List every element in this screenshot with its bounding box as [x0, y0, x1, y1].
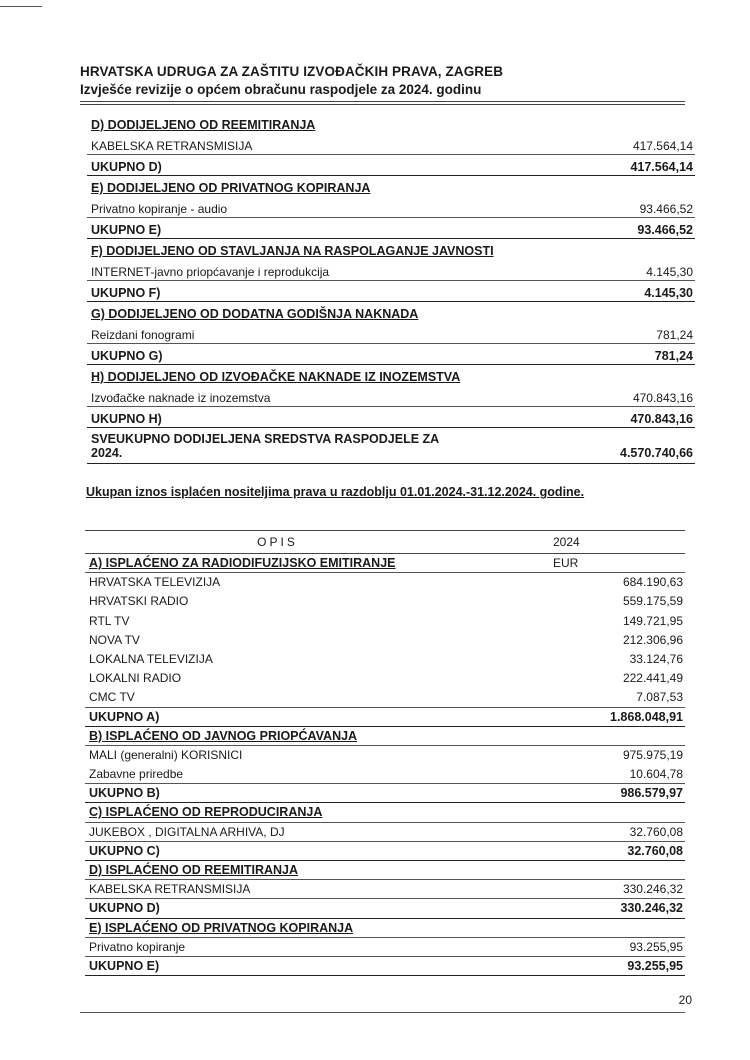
currency-label: EUR — [553, 556, 579, 570]
table-row: LOKALNA TELEVIZIJA 33.124,76 — [89, 651, 683, 666]
section-e-title: E) DODIJELJENO OD PRIVATNOG KOPIRANJA — [91, 181, 371, 195]
table-row: JUKEBOX , DIGITALNA ARHIVA, DJ 32.760,08 — [85, 823, 685, 842]
total-row-d: UKUPNO D) 417.564,14 — [87, 157, 695, 178]
total-row-a: UKUPNO A) 1.868.048,91 — [85, 708, 685, 727]
column-header-row — [85, 530, 685, 554]
section-f-title: F) DODIJELJENO OD STAVLJANJA NA RASPOLAGANJE JAVNOSTI — [91, 244, 494, 258]
section-e-payout-title: E) ISPLAĆENO OD PRIVATNOG KOPIRANJA — [85, 919, 685, 938]
grand-total-label: SVEUKUPNO DODIJELJENA SREDSTVA RASPODJELE ZA 2024. — [91, 432, 439, 460]
table-row: HRVATSKI RADIO 559.175,59 — [89, 594, 683, 609]
table-row: HRVATSKA TELEVIZIJA 684.190,63 — [89, 575, 683, 590]
total-row-f: UKUPNO F) 4.145,30 — [87, 283, 695, 304]
table-row: KABELSKA RETRANSMISIJA 417.564,14 — [87, 136, 695, 157]
table-row: MALI (generalni) KORISNICI 975.975,19 — [89, 747, 683, 762]
table-row: Reizdani fonogrami 781,24 — [87, 325, 695, 346]
total-row-e-payout: UKUPNO E) 93.255,95 — [85, 957, 685, 976]
total-row-c: UKUPNO C) 32.760,08 — [85, 842, 685, 861]
total-row-g: UKUPNO G) 781,24 — [87, 346, 695, 367]
total-row-b: UKUPNO B) 986.579,97 — [85, 784, 685, 803]
grand-total-row — [87, 430, 695, 464]
footer-rule — [80, 1012, 685, 1013]
table-row: Izvođačke naknade iz inozemstva 470.843,16 — [87, 388, 695, 409]
page-number: 20 — [678, 993, 692, 1007]
total-row-h: UKUPNO H) 470.843,16 — [87, 409, 695, 430]
allocated-funds-table — [87, 115, 695, 464]
table-row: LOKALNI RADIO 222.441,49 — [89, 671, 683, 686]
payout-subtitle: Ukupan iznos isplaćen nositeljima prava u razdoblju 01.01.2024.-31.12.2024. godine. — [86, 485, 585, 499]
table-row: INTERNET-javno priopćavanje i reprodukcija 4.145,30 — [87, 262, 695, 283]
table-row: KABELSKA RETRANSMISIJA 330.246,32 — [85, 880, 685, 899]
grand-total-value: 4.570.740,66 — [620, 446, 693, 460]
section-b-title: B) ISPLAĆENO OD JAVNOG PRIOPĆAVANJA — [85, 727, 685, 746]
total-row-d-payout: UKUPNO D) 330.246,32 — [85, 899, 685, 918]
payout-table — [85, 530, 685, 976]
section-d-payout-title: D) ISPLAĆENO OD REEMITIRANJA — [85, 861, 685, 880]
column-header-opis: OPIS — [257, 535, 298, 549]
section-h-title: H) DODIJELJENO OD IZVOĐAČKE NAKNADE IZ INOZEMSTVA — [91, 370, 461, 384]
table-row: RTL TV 149.721,95 — [89, 613, 683, 628]
total-row-e: UKUPNO E) 93.466,52 — [87, 220, 695, 241]
table-row: Privatno kopiranje 93.255,95 — [85, 938, 685, 957]
organization-title: HRVATSKA UDRUGA ZA ZAŠTITU IZVOĐAČKIH PRAVA, ZAGREB — [80, 64, 504, 79]
document-header — [80, 63, 503, 99]
header-rule-2 — [80, 104, 685, 105]
table-row: Zabavne priredbe 10.604,78 — [85, 765, 685, 784]
section-c-title: C) ISPLAĆENO OD REPRODUCIRANJA — [85, 803, 685, 822]
table-row: Privatno kopiranje - audio 93.466,52 — [87, 199, 695, 220]
section-g-title: G) DODIJELJENO OD DODATNA GODIŠNJA NAKNADA — [91, 307, 419, 321]
header-rule — [80, 101, 685, 102]
table-row: NOVA TV 212.306,96 — [89, 632, 683, 647]
table-row: CMC TV 7.087,53 — [85, 688, 685, 707]
section-d-title: D) DODIJELJENO OD REEMITIRANJA — [91, 118, 316, 132]
section-a-title: A) ISPLAĆENO ZA RADIODIFUZIJSKO EMITIRANJE EUR — [85, 554, 685, 573]
report-title: Izvješće revizije o općem obračunu raspodjele za 2024. godinu — [80, 82, 482, 97]
column-header-year: 2024 — [553, 535, 580, 549]
top-edge-line — [0, 6, 42, 7]
